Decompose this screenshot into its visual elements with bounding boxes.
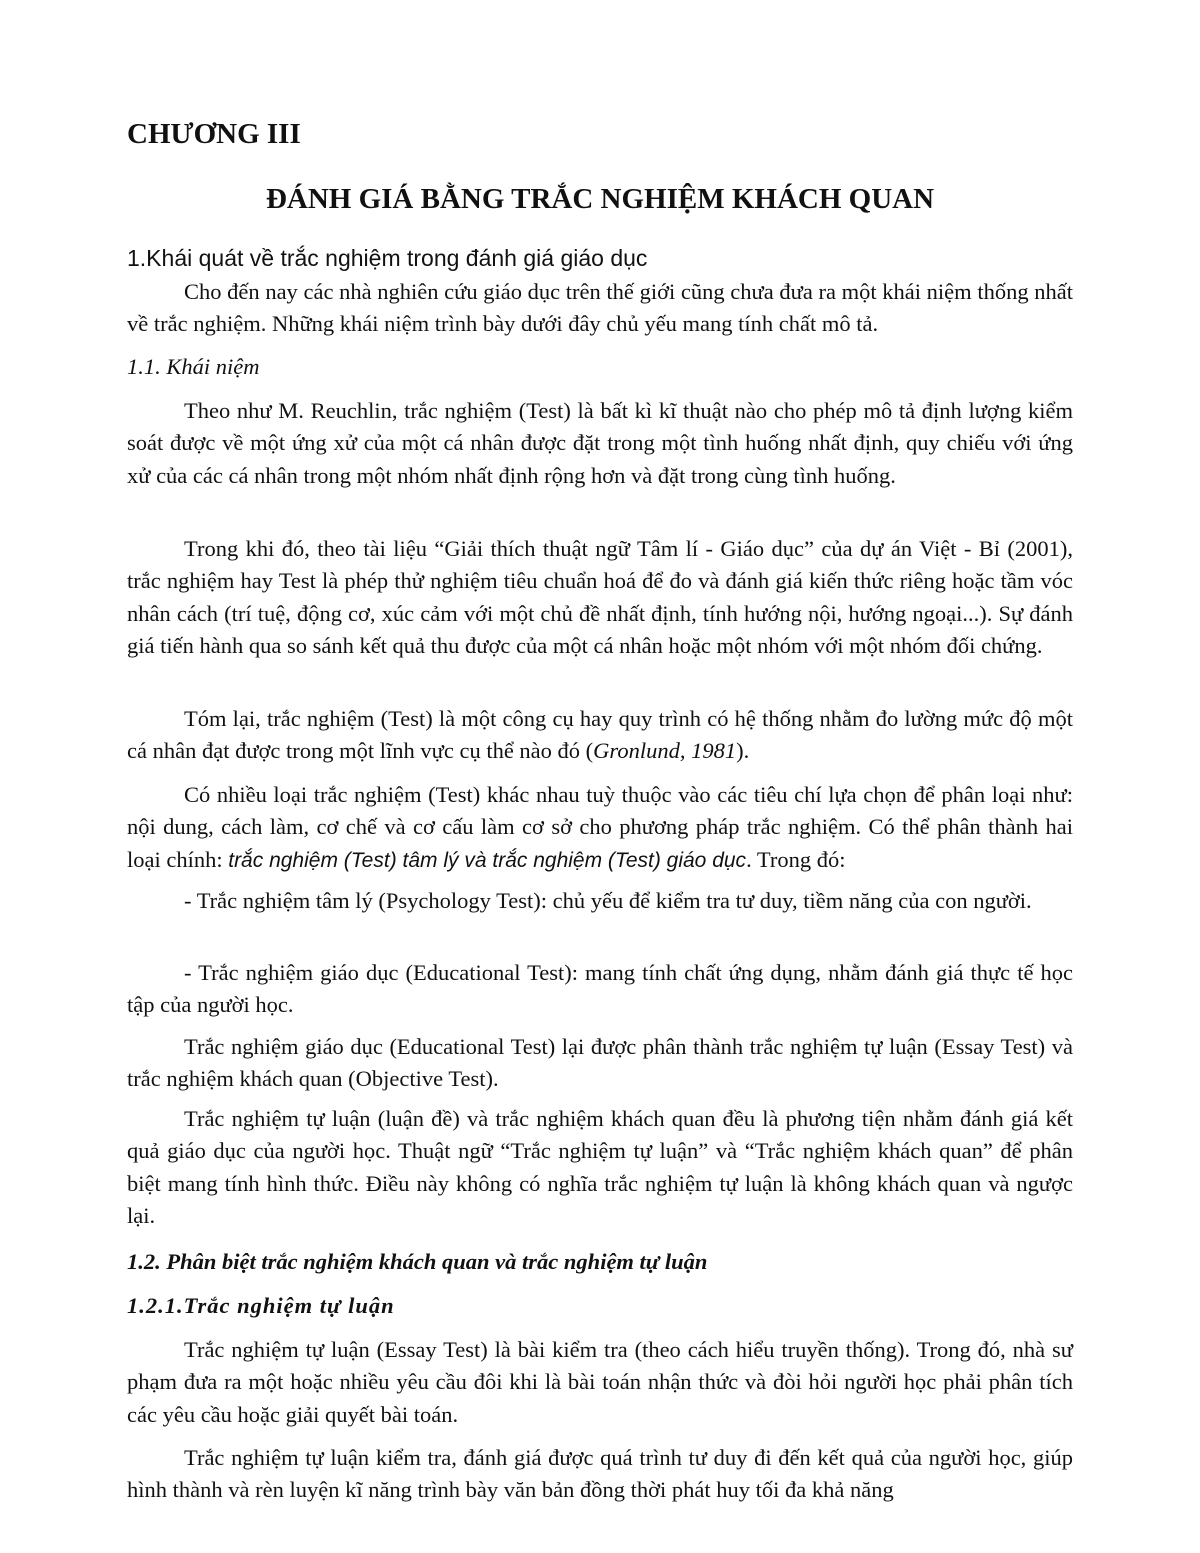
summary-end: ). xyxy=(736,738,750,764)
citation-gronlund: Gronlund, 1981 xyxy=(593,738,737,764)
essay-objective-paragraph: Trắc nghiệm giáo dục (Educational Test) lại được phân thành trắc nghiệm tự luận (Essay Test) và trắc nghiệm khách quan (Objective Test). xyxy=(127,1034,1073,1092)
chapter-title: ĐÁNH GIÁ BẰNG TRẮC NGHIỆM KHÁCH QUAN xyxy=(265,183,935,215)
test-types-end: . Trong đó: xyxy=(746,846,846,872)
section-1-intro-paragraph: Cho đến nay các nhà nghiên cứu giáo dục trên thế giới cũng chưa đưa ra một khái niệm thống nhất về trắc nghiệm. Những khái niệm trình bày dưới đây chủ yếu mang tính chất mô tả. xyxy=(127,279,1073,337)
definition-reuchlin-paragraph: Theo như M. Reuchlin, trắc nghiệm (Test) là bất kì kĩ thuật nào cho phép mô tả định lượng kiểm soát được về một ứng xử của một cá nhân được đặt trong một tình huống nhất định, quy chiếu với ứng xử của các cá nhân trong một nhóm nhất định rộng hơn và đặt trong cùng tình huống. xyxy=(127,398,1073,488)
section-1-1-heading: 1.1. Khái niệm xyxy=(127,354,260,379)
definition-viet-bi-paragraph: Trong khi đó, theo tài liệu “Giải thích thuật ngữ Tâm lí - Giáo dục” của dự án Việt - Bỉ (2001), trắc nghiệm hay Test là phép thử nghiệm tiêu chuẩn hoá để đo và đánh giá kiến thức riêng hoặc tầm vóc nhân cách (trí tuệ, động cơ, xúc cảm với một chủ đề nhất định, tính hướng nội, hướng ngoại...). Sự đánh giá tiến hành qua so sánh kết quả thu được của một cá nhân hoặc một nhóm với một nhóm đối chứng. xyxy=(127,536,1073,658)
chapter-label: CHƯƠNG III xyxy=(127,118,301,150)
test-types-text: Có nhiều loại trắc nghiệm (Test) khác nhau tuỳ thuộc vào các tiêu chí lựa chọn để phân loại như: nội dung, cách làm, cơ chế và cơ cấu làm cơ sở cho phương pháp trắc nghiệm. Có thể phân thành hai loại chính: xyxy=(127,782,1073,872)
test-types-paragraph xyxy=(127,779,1073,877)
section-1-2-1-heading: 1.2.1.Trắc nghiệm tự luận xyxy=(127,1293,395,1318)
summary-text: Tóm lại, trắc nghiệm (Test) là một công cụ hay quy trình có hệ thống nhằm đo lường mức độ một cá nhân đạt được trong một lĩnh vực cụ thể nào đó ( xyxy=(127,706,1073,764)
section-1-2-heading: 1.2. Phân biệt trắc nghiệm khách quan và trắc nghiệm tự luận xyxy=(127,1249,708,1274)
summary-paragraph xyxy=(127,703,1073,768)
educational-test-bullet: - Trắc nghiệm giáo dục (Educational Test): mang tính chất ứng dụng, nhằm đánh giá thực tế học tập của người học. xyxy=(127,960,1073,1018)
test-types-italic: trắc nghiệm (Test) tâm lý và trắc nghiệm (Test) giáo dục xyxy=(228,848,747,872)
comparison-paragraph: Trắc nghiệm tự luận (luận đề) và trắc nghiệm khách quan đều là phương tiện nhằm đánh giá kết quả giáo dục của người học. Thuật ngữ “Trắc nghiệm tự luận” và “Trắc nghiệm khách quan” để phân biệt mang tính hình thức. Điều này không có nghĩa trắc nghiệm tự luận là không khách quan và ngược lại. xyxy=(127,1106,1073,1228)
essay-test-benefit-paragraph: Trắc nghiệm tự luận kiểm tra, đánh giá được quá trình tư duy đi đến kết quả của người học, giúp hình thành và rèn luyện kĩ năng trình bày văn bản đồng thời phát huy tối đa khả năng xyxy=(127,1445,1073,1503)
essay-test-definition-paragraph: Trắc nghiệm tự luận (Essay Test) là bài kiểm tra (theo cách hiểu truyền thống). Trong đó, nhà sư phạm đưa ra một hoặc nhiều yêu cầu đôi khi là bài toán nhận thức và đòi hỏi người học phải phân tích các yêu cầu hoặc giải quyết bài toán. xyxy=(127,1337,1073,1427)
section-1-heading: 1.Khái quát về trắc nghiệm trong đánh giá giáo dục xyxy=(127,245,648,271)
psychology-test-bullet: - Trắc nghiệm tâm lý (Psychology Test): chủ yếu để kiểm tra tư duy, tiềm năng của con người. xyxy=(184,888,1032,913)
